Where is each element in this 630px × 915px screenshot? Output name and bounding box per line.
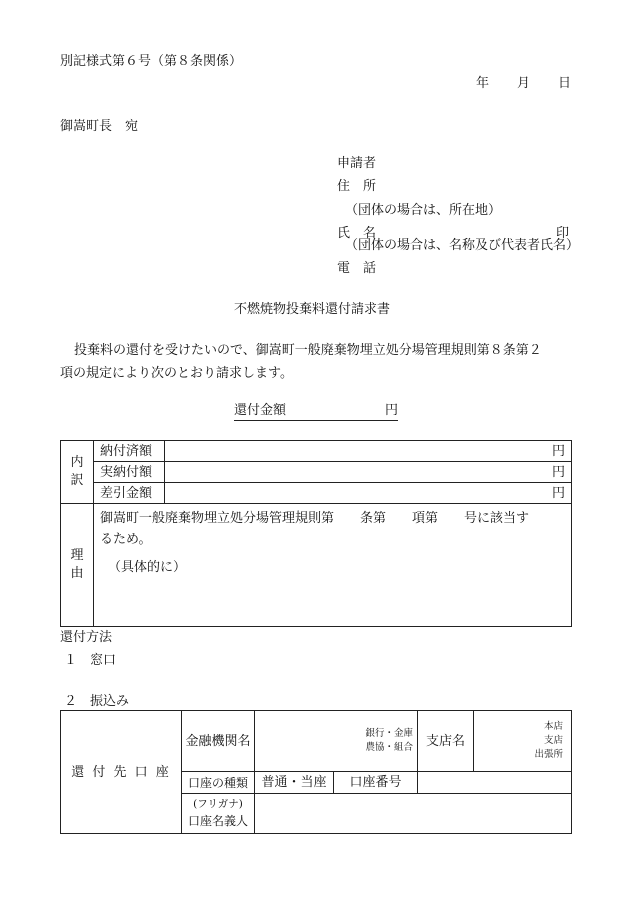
date-day-label: 日 (558, 76, 572, 91)
address-label: 住 所 (337, 179, 377, 194)
branch-type-branch: 支店 (543, 734, 563, 746)
account-type-label: 口座の種類 (182, 772, 255, 794)
institution-type-cell[interactable] (255, 711, 418, 772)
account-number-label: 口座番号 (349, 775, 402, 790)
actual-paid-value: 円 (165, 462, 572, 483)
body-line-1: 投棄料の還付を受けたいので、御嵩町一般廃棄物埋立処分場管理規則第８条第２ (74, 343, 542, 358)
reason-detail: （具体的に） (108, 559, 187, 575)
name-label: 氏 名 (337, 226, 377, 241)
reason-header: 理 由 (61, 504, 94, 627)
branch-type-main: 本店 (543, 720, 563, 732)
name-note: （団体の場合は、名称及び代表者氏名） (345, 238, 580, 253)
form-number: 別記様式第６号（第８条関係） (60, 54, 243, 69)
difference-label: 差引金額 (94, 483, 165, 504)
actual-paid-label: 実納付額 (94, 462, 165, 483)
account-type-cell (255, 772, 418, 794)
holder-label-cell (182, 794, 255, 834)
refund-amount-line (234, 404, 398, 421)
applicant-label: 申請者 (337, 156, 377, 171)
branch-type-cell[interactable] (474, 711, 572, 772)
reason-line-1: 御嵩町一般廃棄物埋立処分場管理規則第 条第 項第 号に該当す (100, 511, 530, 526)
seal-mark: 印 (556, 226, 570, 241)
branch-label: 支店名 (418, 711, 474, 772)
account-header: 還 付 先 口 座 (61, 711, 182, 834)
addressee: 御嵩町長 宛 (60, 119, 139, 134)
breakdown-header: 内 訳 (61, 441, 94, 504)
bank-account-table (60, 710, 572, 834)
date-year-label: 年 (476, 76, 490, 91)
breakdown-table (60, 440, 572, 627)
paid-amount-label: 納付済額 (94, 441, 165, 462)
account-number-value[interactable] (418, 772, 572, 794)
paid-amount-value: 円 (165, 441, 572, 462)
document-title: 不燃焼物投棄料還付請求書 (234, 302, 391, 317)
institution-type-agri: 農協・組合 (365, 742, 413, 753)
address-note: （団体の場合は、所在地） (345, 203, 502, 218)
refund-amount-label: 還付金額 (234, 403, 287, 418)
reason-line-2: るため。 (100, 531, 152, 547)
account-type-value[interactable]: 普通・当座 (255, 772, 334, 793)
method-option-window: １ 窓口 (64, 653, 117, 668)
refund-method-title: 還付方法 (60, 630, 113, 645)
method-option-transfer: ２ 振込み (64, 694, 130, 709)
furigana-label: (フリガナ) (193, 797, 243, 810)
body-line-2: 項の規定により次のとおり請求します。 (60, 366, 293, 381)
institution-label: 金融機関名 (182, 711, 255, 772)
difference-value: 円 (165, 483, 572, 504)
reason-cell[interactable] (94, 504, 572, 627)
branch-type-office: 出張所 (534, 749, 563, 761)
holder-label: 口座名義人 (187, 814, 248, 829)
phone-label: 電 話 (337, 261, 377, 276)
date-month-label: 月 (517, 76, 531, 91)
refund-amount-unit: 円 (384, 403, 398, 418)
institution-type-bank: 銀行・金庫 (365, 727, 413, 739)
holder-name-value[interactable] (255, 794, 572, 834)
